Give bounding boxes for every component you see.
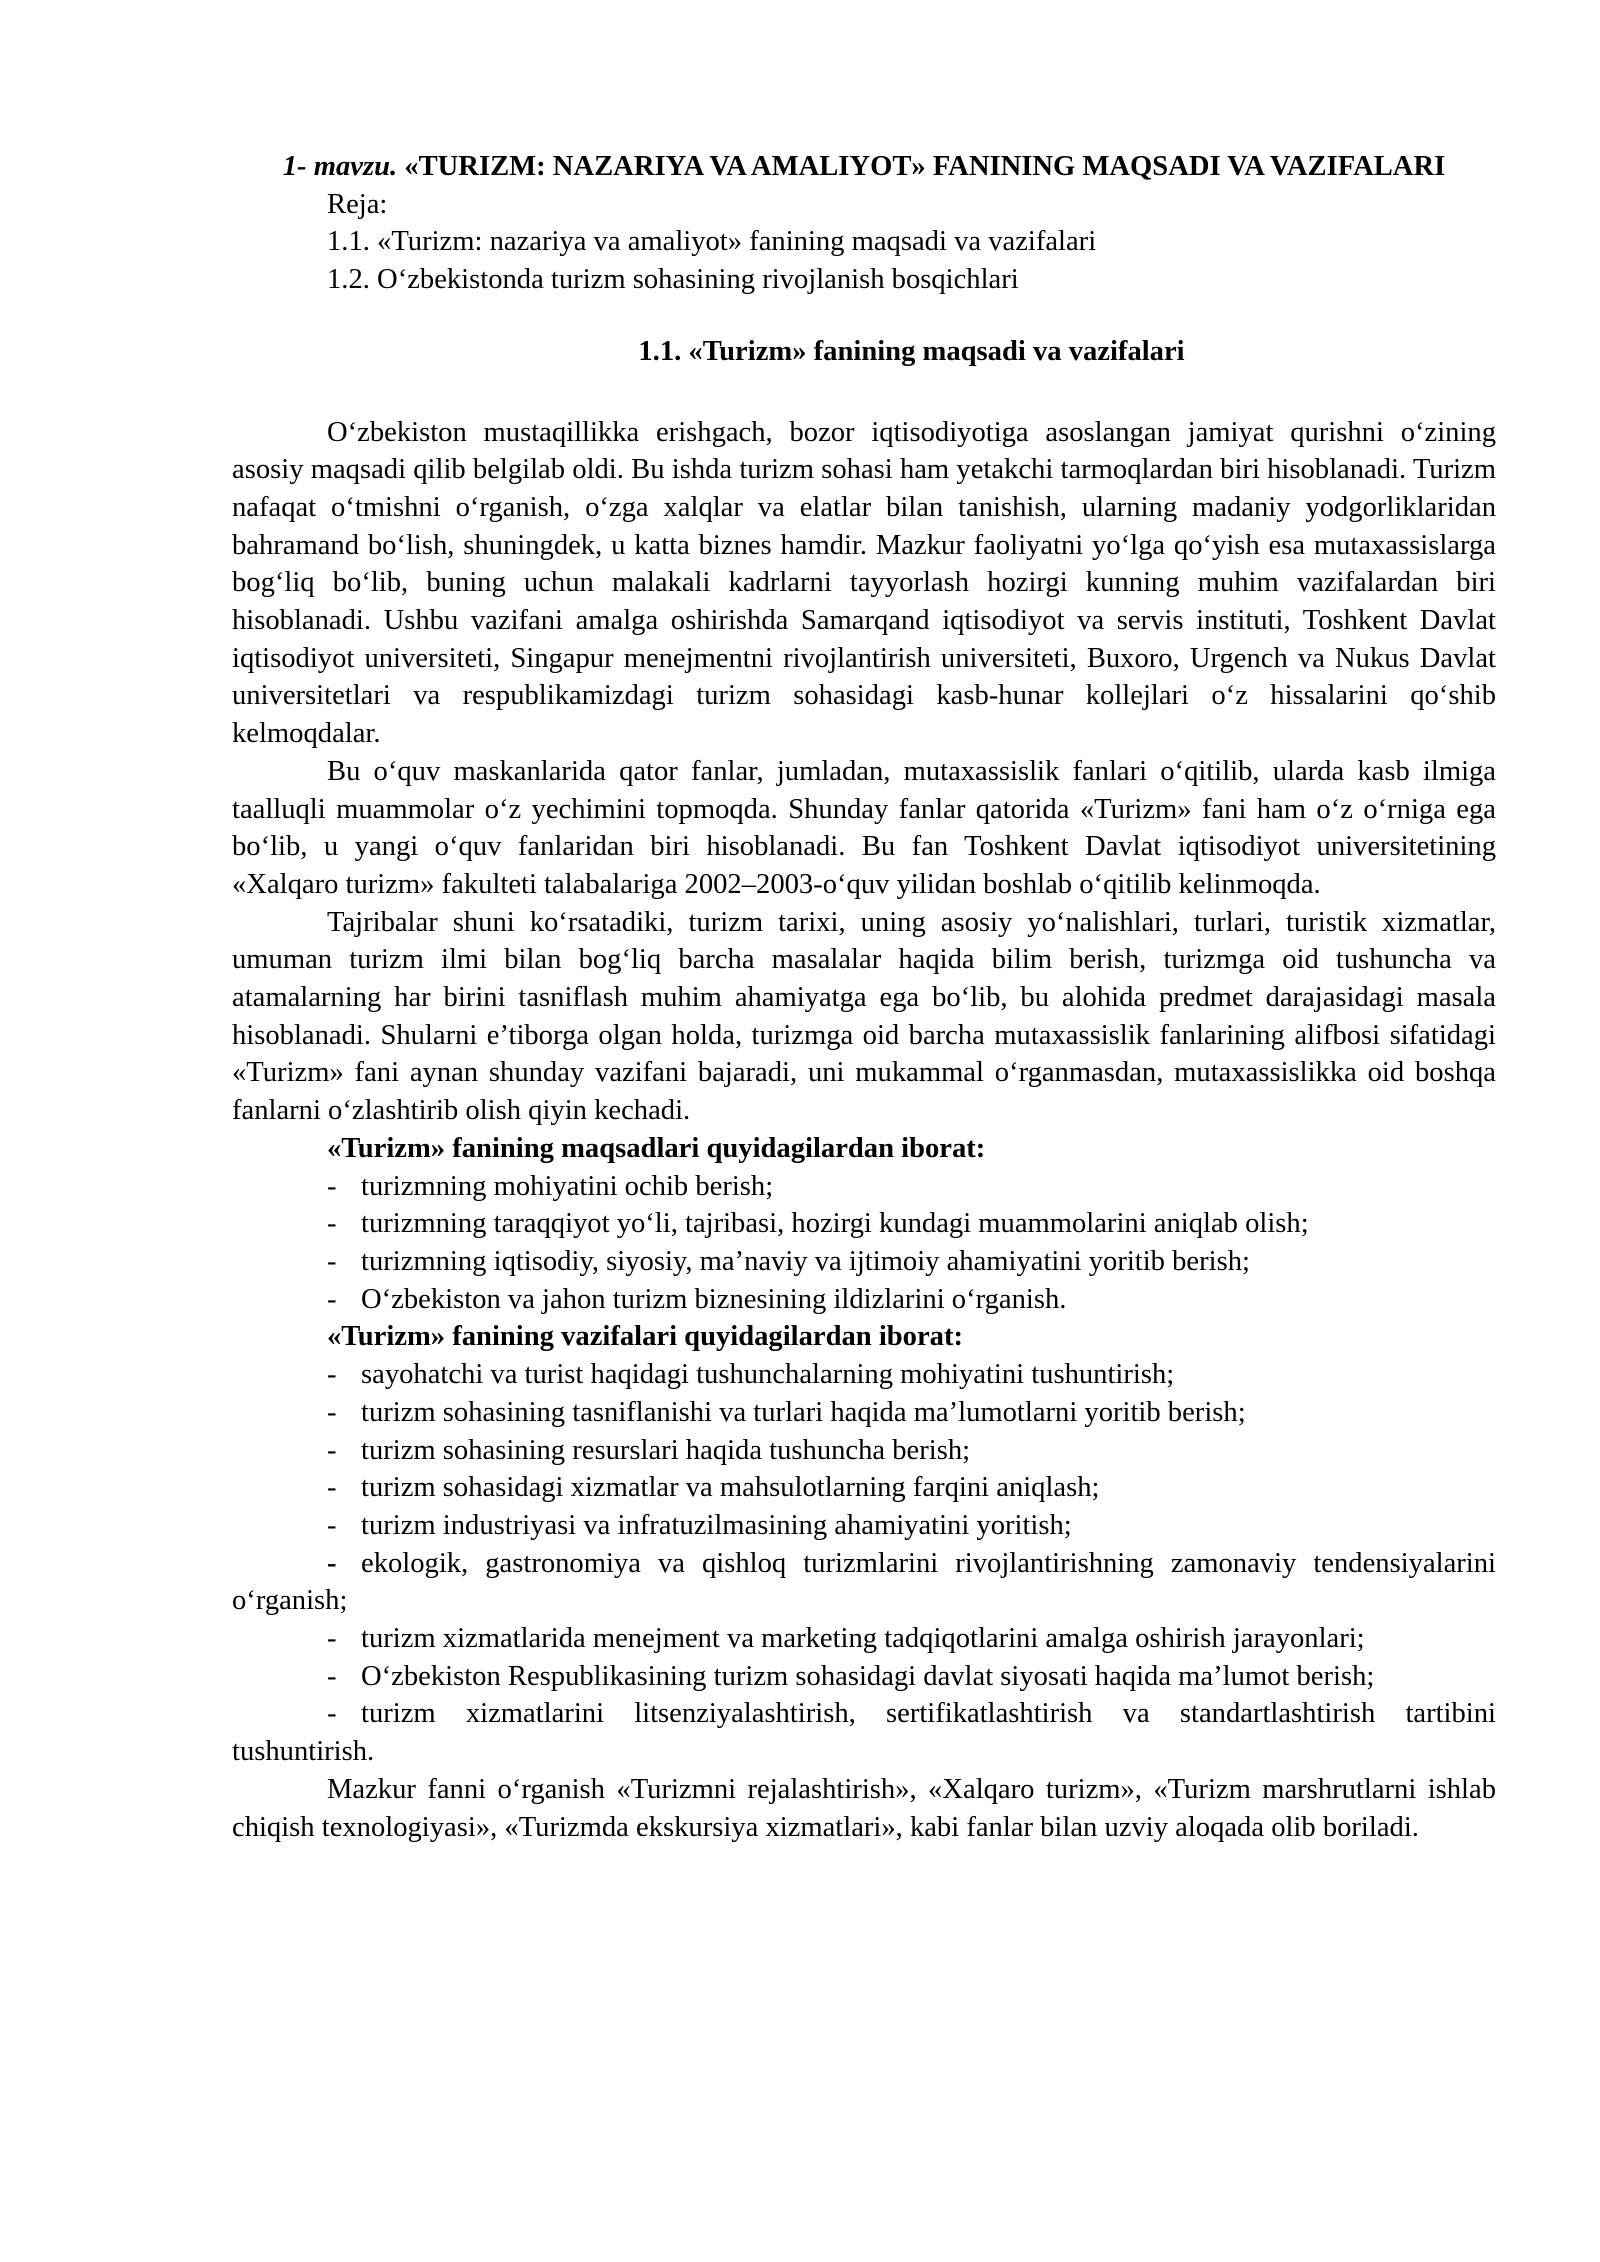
paragraph: Tajribalar shuni ko‘rsatadiki, turizm tarixi, uning asosiy yo‘nalishlari, turlari, turistik xizmatlar, umuman turizm ilmi bilan bog‘liq barcha masalalar haqida bilim berish, turizmga oid tushuncha va atamalarning har birini tasniflash muhim ahamiyatga ega bo‘lib, bu alohida predmet darajasidagi masala hisoblanadi. Shularni e’tiborga olgan holda, turizmga oid barcha mutaxassislik fanlarining alifbosi sifatidagi «Turizm» fani aynan shunday vazifani bajaradi, uni mukammal o‘rganmasdan, mutaxassislikka oid boshqa fanlarni o‘zlashtirib olish qiyin kechadi. (232, 906, 1496, 1127)
tasks-heading: «Turizm» fanining vazifalari quyidagilardan iborat: (327, 1321, 964, 1353)
plan-block (232, 186, 1496, 299)
list-item: - turizmning taraqqiyot yo‘li, tajribasi, hozirgi kundagi muammolarini aniqlab olish; (232, 1205, 1496, 1243)
plan-label: Reja: (327, 188, 388, 220)
paragraph: Bu o‘quv maskanlarida qator fanlar, jumladan, mutaxassislik fanlari o‘qitilib, ularda kasb ilmiga taalluqli muammolar o‘z yechimini topmoqda. Shunday fanlar qatorida «Turizm» fani ham o‘z o‘rniga ega bo‘lib, u yangi o‘quv fanlaridan biri hisoblanadi. Bu fan Toshkent Davlat iqtisodiyot universitetining «Xalqaro turizm» fakulteti talabalariga 2002–2003-o‘quv yilidan boshlab o‘qitilib kelinmoqda. (232, 755, 1496, 900)
topic-title: «TURIZM: NAZARIYA VA AMALIYOT» FANINING MAQSADI VA VAZIFALARI (404, 151, 1446, 182)
dash-bullet: - (327, 1509, 337, 1541)
dash-bullet: - (327, 1359, 337, 1391)
document-page (232, 148, 1496, 1846)
list-item: - ekologik, gastronomiya va qishloq turizmlarini rivojlantirishning zamonaviy tendensiyalarini o‘rganish; (232, 1545, 1496, 1620)
dash-bullet: - (327, 1245, 337, 1277)
dash-bullet: - (327, 1698, 337, 1730)
list-item: - turizm sohasidagi xizmatlar va mahsulotlarning farqini aniqlash; (232, 1469, 1496, 1507)
dash-bullet: - (327, 1434, 337, 1466)
dash-bullet: - (327, 1208, 337, 1240)
dash-bullet: - (327, 1170, 337, 1202)
dash-bullet: - (327, 1472, 337, 1504)
plan-item: 1.1. «Turizm: nazariya va amaliyot» fanining maqsadi va vazifalari (327, 226, 1097, 258)
dash-bullet: - (327, 1547, 337, 1579)
dash-bullet: - (327, 1660, 337, 1692)
paragraph: O‘zbekiston mustaqillikka erishgach, bozor iqtisodiyotiga asoslangan jamiyat qurishni o‘zining asosiy maqsadi qilib belgilab oldi. Bu ishda turizm sohasi ham yetakchi tarmoqlardan biri hisoblanadi. Turizm nafaqat o‘tmishni o‘rganish, o‘zga xalqlar va elatlar bilan tanishish, ularning madaniy yodgorliklaridan bahramand bo‘lish, shuningdek, u katta biznes hamdir. Mazkur faoliyatni yo‘lga qo‘yish esa mutaxassislarga bog‘liq bo‘lib, buning uchun malakali kadrlarni tayyorlash hozirgi kunning muhim vazifalardan biri hisoblanadi. Ushbu vazifani amalga oshirishda Samarqand iqtisodiyot va servis instituti, Toshkent Davlat iqtisodiyot universiteti, Singapur menejmentni rivojlantirish universiteti, Buxoro, Urgench va Nukus Davlat universitetlari va respublikamizdagi turizm sohasidagi kasb-hunar kollejlari o‘z hissalarini qo‘shib kelmoqdalar. (232, 416, 1496, 750)
list-item: - turizm industriyasi va infratuzilmasining ahamiyatini yoritish; (232, 1507, 1496, 1545)
dash-bullet: - (327, 1623, 337, 1655)
list-item: - O‘zbekiston Respublikasining turizm sohasidagi davlat siyosati haqida ma’lumot berish; (232, 1658, 1496, 1696)
list-item: - turizm xizmatlarini litsenziyalashtirish, sertifikatlashtirish va standartlashtirish tartibini tushuntirish. (232, 1695, 1496, 1770)
document-title (232, 148, 1496, 186)
list-item: - O‘zbekiston va jahon turizm biznesining ildizlarini o‘rganish. (232, 1281, 1496, 1319)
list-item: - turizm sohasining tasniflanishi va turlari haqida ma’lumotlarni yoritib berish; (232, 1394, 1496, 1432)
goals-heading: «Turizm» fanining maqsadlari quyidagilardan iborat: (327, 1132, 986, 1164)
closing-paragraph: Mazkur fanni o‘rganish «Turizmni rejalashtirish», «Xalqaro turizm», «Turizm marshrutlarni ishlab chiqish texnologiyasi», «Turizmda ekskursiya xizmatlari», kabi fanlar bilan uzviy aloqada olib boriladi. (232, 1773, 1496, 1843)
topic-number: 1- mavzu. (282, 151, 398, 182)
plan-item: 1.2. O‘zbekistonda turizm sohasining rivojlanish bosqichlari (327, 264, 1019, 296)
dash-bullet: - (327, 1283, 337, 1315)
list-item: - turizmning mohiyatini ochib berish; (232, 1168, 1496, 1206)
list-item: - turizmning iqtisodiy, siyosiy, ma’naviy va ijtimoiy ahamiyatini yoritib berish; (232, 1243, 1496, 1281)
dash-bullet: - (327, 1396, 337, 1428)
list-item: - turizm sohasining resurslari haqida tushuncha berish; (232, 1432, 1496, 1470)
section-heading: 1.1. «Turizm» fanining maqsadi va vazifalari (638, 335, 1185, 367)
list-item: - turizm xizmatlarida menejment va marketing tadqiqotlarini amalga oshirish jarayonlari; (232, 1620, 1496, 1658)
list-item: - sayohatchi va turist haqidagi tushunchalarning mohiyatini tushuntirish; (232, 1356, 1496, 1394)
